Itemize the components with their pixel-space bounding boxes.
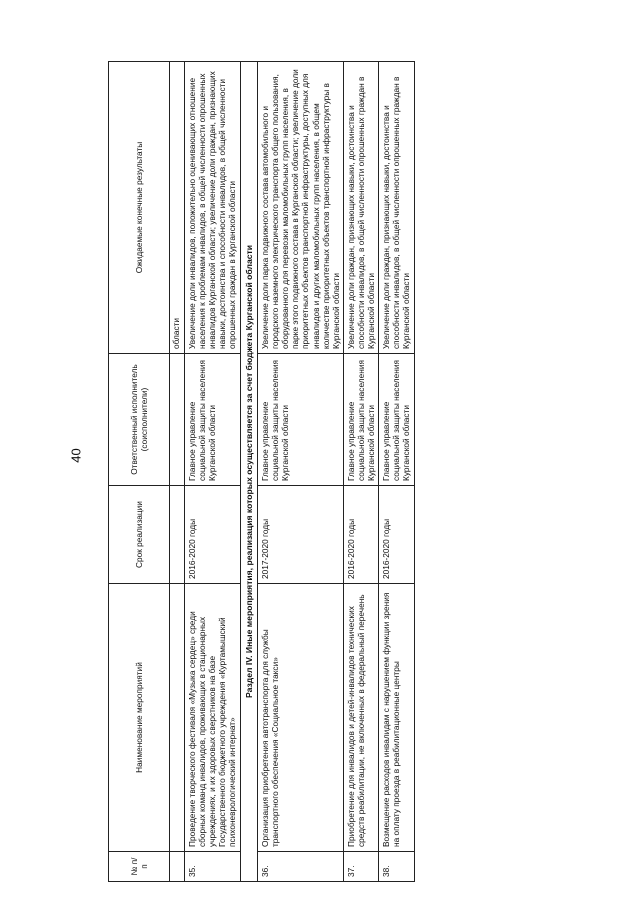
continuation-text: области [170, 62, 185, 354]
page-number: 40 [68, 448, 84, 463]
section-title: Раздел IV. Иные мероприятия, реализация которых осуществляется за счет бюджета Курганской области [240, 62, 257, 882]
row-num: 37. [343, 852, 378, 882]
section-row [240, 62, 257, 882]
table-row [379, 62, 414, 882]
row-num: 35. [185, 852, 241, 882]
row-num: 38. [379, 852, 414, 882]
header-term: Срок реализации [109, 486, 170, 584]
rotated-page [108, 62, 608, 882]
table-row [343, 62, 378, 882]
table-header-row [109, 62, 170, 882]
row-name: Возмещение расходов инвалидам с нарушением функции зрения на оплату проезда в реабилитационные центры [379, 584, 414, 852]
table-row [185, 62, 241, 882]
header-results: Ожидаемые конечные результаты [109, 62, 170, 354]
row-executor: Главное управление социальной защиты населения Курганской области [379, 354, 414, 486]
continuation-row [170, 62, 185, 882]
header-executor: Ответственный исполнитель (соисполнители) [109, 354, 170, 486]
row-term: 2016-2020 годы [343, 486, 378, 584]
row-term: 2016-2020 годы [185, 486, 241, 584]
row-executor: Главное управление социальной защиты населения Курганской области [258, 354, 344, 486]
row-results: Увеличение доли граждан, признающих навыки, достоинства и способности инвалидов, в общей численности опрошенных граждан в Курганской области [343, 62, 378, 354]
row-num: 36. [258, 852, 344, 882]
table-row [258, 62, 344, 882]
row-name: Проведение творческого фестиваля «Музыка сердец» среди сборных команд инвалидов, проживающих в стационарных учреждениях, и их здоровых сверстников на базе Государственного бюджетного учреждения «Куртамышский психоневрологический интернат» [185, 584, 241, 852]
row-results: Увеличение доли инвалидов, положительно оценивающих отношение населения к проблемам инвалидов, в общей численности опрошенных инвалидов Курганской области; увеличение доли граждан, признающих навыки, достоинства и способности инвалидов, в общей численности опрошенных граждан в Курганской области [185, 62, 241, 354]
row-results: Увеличение доли парка подвижного состава автомобильного и городского наземного электрического транспорта общего пользования, оборудованного для перевозки маломобильных групп населения, в парке этого подвижного состава в Курганской области; увеличение доли приоритетных объектов транспортной инфраструктуры, доступных для инвалидов и других маломобильных групп населения, в общем количестве приоритетных объектов транспортной инфраструктуры в Курганской области [258, 62, 344, 354]
row-name: Приобретение для инвалидов и детей-инвалидов технических средств реабилитации, не включенных в федеральный перечень [343, 584, 378, 852]
row-name: Организация приобретения автотранспорта для службы транспортного обеспечения «Социальное такси» [258, 584, 344, 852]
row-term: 2017-2020 годы [258, 486, 344, 584]
row-executor: Главное управление социальной защиты населения Курганской области [185, 354, 241, 486]
row-executor: Главное управление социальной защиты населения Курганской области [343, 354, 378, 486]
header-num: № п/п [109, 852, 170, 882]
measures-table [108, 61, 415, 882]
header-name: Наименование мероприятий [109, 584, 170, 852]
row-term: 2016-2020 годы [379, 486, 414, 584]
row-results: Увеличение доли граждан, признающих навыки, достоинства и способности инвалидов, в общей численности опрошенных граждан в Курганской области [379, 62, 414, 354]
